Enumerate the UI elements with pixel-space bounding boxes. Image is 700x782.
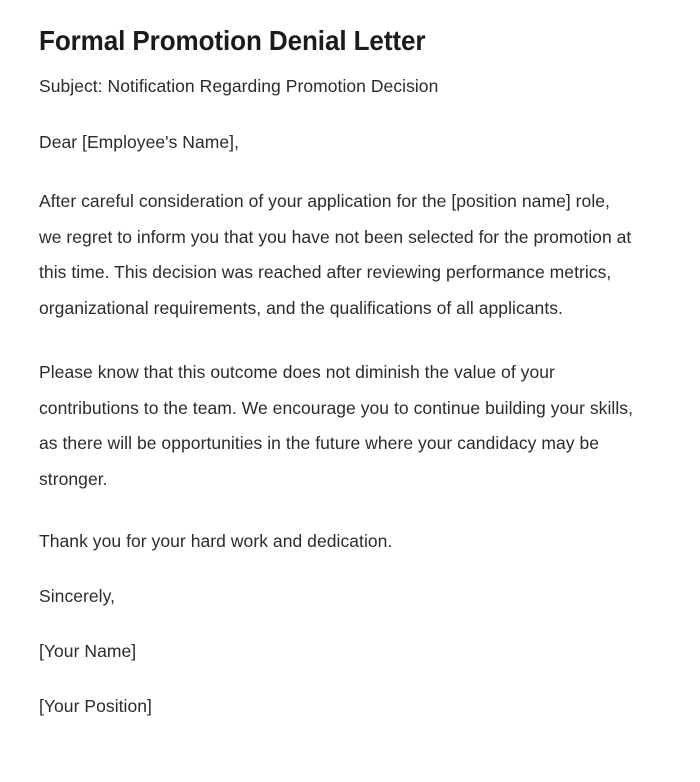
body-paragraph-2: Please know that this outcome does not diminish the value of your contributions to the team. We encourage you to continue building your skills, as there will be opportunities in the future where your candidacy may be stronger. <box>39 362 634 489</box>
body-paragraph-1: After careful consideration of your application for the [position name] role, we regret to inform you that you have not been selected for the promotion at this time. This decision was reached after reviewing performance metrics, organizational requirements, and the qualifications of all applicants. <box>39 191 632 318</box>
subject-line: Subject: Notification Regarding Promotion Decision <box>39 76 439 96</box>
closing-line: Sincerely, <box>39 586 116 606</box>
salutation-line: Dear [Employee's Name], <box>39 132 239 152</box>
page-title: Formal Promotion Denial Letter <box>39 25 426 56</box>
signature-position: [Your Position] <box>39 696 152 716</box>
signature-name: [Your Name] <box>39 641 137 661</box>
thanks-line: Thank you for your hard work and dedication. <box>39 531 393 551</box>
